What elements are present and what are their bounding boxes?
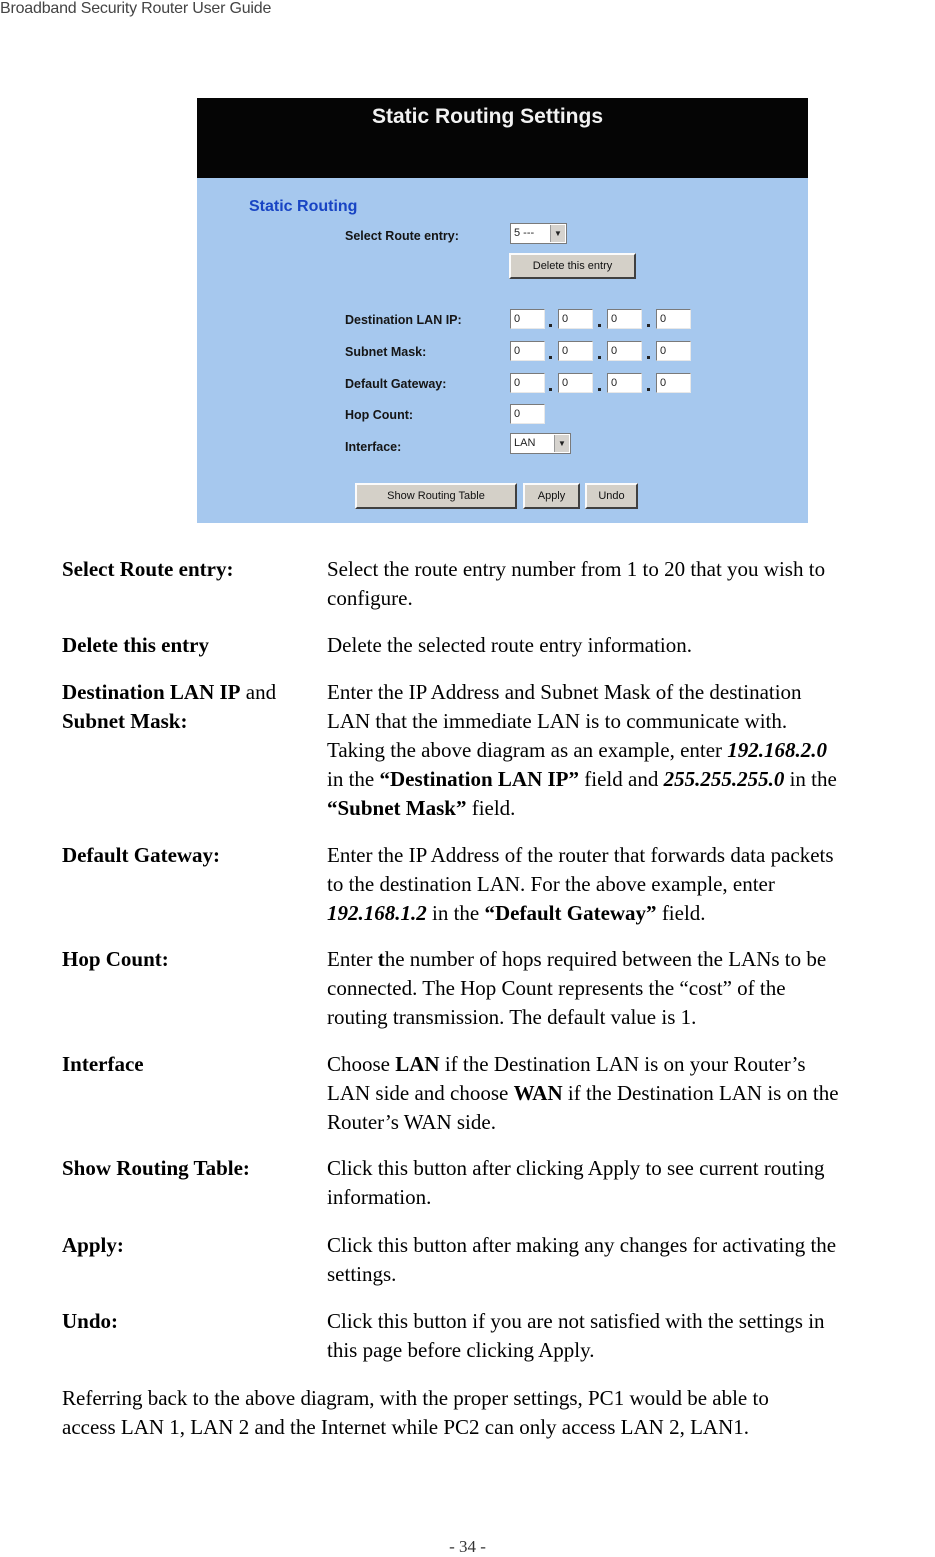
desc-line: information.: [327, 1185, 432, 1209]
paragraph-line: Referring back to the above diagram, with the proper settings, PC1 would be able to: [62, 1386, 769, 1410]
page-title: Static Routing Settings: [372, 105, 603, 128]
octet-separator: [647, 356, 650, 359]
gateway-octet-4[interactable]: 0: [656, 373, 691, 393]
gateway-octet-3[interactable]: 0: [607, 373, 642, 393]
desc-default-gateway: [327, 841, 935, 928]
hop-count-input[interactable]: 0: [510, 404, 545, 424]
desc-line: routing transmission. The default value is 1.: [327, 1005, 697, 1029]
subnet-octet-2[interactable]: 0: [558, 341, 593, 361]
desc-line: Router’s WAN side.: [327, 1110, 496, 1134]
term-show-routing-table: Show Routing Table:: [62, 1156, 250, 1180]
desc-line: settings.: [327, 1262, 397, 1286]
desc-line: [327, 765, 935, 794]
dest-ip-octet-3[interactable]: 0: [607, 309, 642, 329]
undo-button[interactable]: Undo: [585, 483, 638, 509]
desc-select-route-entry: [327, 555, 935, 613]
example-mask: 255.255.255.0: [663, 767, 785, 791]
term-apply: Apply:: [62, 1233, 124, 1257]
field-name: “Subnet Mask”: [327, 796, 467, 820]
desc-line: Click this button if you are not satisfied with the settings in: [327, 1309, 825, 1333]
desc-text: field.: [656, 901, 706, 925]
desc-line: Delete the selected route entry information.: [327, 633, 693, 657]
term-interface: Interface: [62, 1052, 144, 1076]
desc-text: in the: [327, 767, 380, 791]
term-undo: Undo:: [62, 1309, 119, 1333]
desc-line: [327, 1050, 935, 1079]
desc-line: Enter the IP Address of the router that forwards data packets: [327, 843, 834, 867]
closing-paragraph: [62, 1384, 932, 1442]
desc-text: Taking the above diagram as an example, enter: [327, 738, 728, 762]
desc-line: [327, 736, 935, 765]
dest-ip-octet-4[interactable]: 0: [656, 309, 691, 329]
desc-line: [327, 899, 935, 928]
running-header: Broadband Security Router User Guide: [0, 0, 272, 17]
apply-button[interactable]: Apply: [523, 483, 580, 509]
chevron-down-icon: ▼: [550, 225, 565, 242]
example-ip: 192.168.2.0: [727, 738, 828, 762]
subnet-octet-1[interactable]: 0: [510, 341, 545, 361]
octet-separator: [598, 324, 601, 327]
desc-text: Enter: [327, 947, 378, 971]
desc-text: field.: [466, 796, 516, 820]
gateway-label: Default Gateway:: [345, 377, 447, 391]
field-name: “Destination LAN IP”: [379, 767, 580, 791]
gateway-octet-2[interactable]: 0: [558, 373, 593, 393]
desc-line: Click this button after making any changes for activating the: [327, 1233, 837, 1257]
desc-undo: [327, 1307, 935, 1365]
desc-line: Select the route entry number from 1 to 20 that you wish to: [327, 557, 826, 581]
term-select-route-entry: Select Route entry:: [62, 557, 234, 581]
subnet-mask-label: Subnet Mask:: [345, 345, 427, 359]
term-text: Subnet Mask:: [62, 709, 188, 733]
title-bar: [197, 98, 808, 178]
example-gateway: 192.168.1.2: [327, 901, 427, 925]
desc-text: field and: [579, 767, 664, 791]
page-number: - 34 -: [449, 1537, 486, 1556]
field-name: “Default Gateway”: [484, 901, 657, 925]
hop-count-label: Hop Count:: [345, 408, 414, 422]
octet-separator: [549, 388, 552, 391]
route-entry-label: Select Route entry:: [345, 229, 459, 243]
desc-text: if the Destination LAN is on your Router’s: [439, 1052, 806, 1076]
desc-line: this page before clicking Apply.: [327, 1338, 595, 1362]
delete-entry-button[interactable]: Delete this entry: [509, 253, 636, 279]
term-text: Destination LAN IP: [62, 680, 241, 704]
dest-ip-label: Destination LAN IP:: [345, 313, 462, 327]
term-destination-lan-ip: [62, 678, 276, 736]
show-routing-table-button[interactable]: Show Routing Table: [355, 483, 517, 509]
option-name: WAN: [513, 1081, 563, 1105]
desc-apply: [327, 1231, 935, 1289]
desc-line: [327, 1079, 935, 1108]
octet-separator: [647, 388, 650, 391]
octet-separator: [647, 324, 650, 327]
desc-text: LAN side and choose: [327, 1081, 514, 1105]
desc-line: Click this button after clicking Apply to see current routing: [327, 1156, 825, 1180]
desc-line: configure.: [327, 586, 413, 610]
term-text: and: [240, 680, 277, 704]
interface-label: Interface:: [345, 440, 402, 454]
desc-line: [327, 945, 935, 974]
desc-line: to the destination LAN. For the above example, enter: [327, 872, 775, 896]
desc-text: t: [377, 947, 385, 971]
desc-destination-lan-ip: [327, 678, 935, 823]
gateway-octet-1[interactable]: 0: [510, 373, 545, 393]
static-routing-screenshot: [197, 98, 808, 523]
term-hop-count: Hop Count:: [62, 947, 169, 971]
route-entry-value: 5 ---: [514, 227, 535, 239]
term-delete-entry: Delete this entry: [62, 633, 209, 657]
section-heading: Static Routing: [249, 198, 358, 215]
desc-line: [327, 794, 935, 823]
desc-line: Enter the IP Address and Subnet Mask of the destination: [327, 680, 802, 704]
desc-delete-entry: [327, 631, 935, 660]
option-name: LAN: [395, 1052, 440, 1076]
dest-ip-octet-1[interactable]: 0: [510, 309, 545, 329]
desc-show-routing-table: [327, 1154, 935, 1212]
octet-separator: [598, 388, 601, 391]
desc-text: in the: [426, 901, 485, 925]
interface-select[interactable]: [510, 433, 571, 454]
desc-text: if the Destination LAN is on the: [562, 1081, 839, 1105]
interface-value: LAN: [514, 437, 536, 449]
desc-text: he number of hops required between the LANs to be: [384, 947, 827, 971]
desc-text: Choose: [327, 1052, 396, 1076]
desc-line: LAN that the immediate LAN is to communicate with.: [327, 709, 788, 733]
route-entry-select[interactable]: [510, 223, 567, 244]
dest-ip-octet-2[interactable]: 0: [558, 309, 593, 329]
subnet-octet-4[interactable]: 0: [656, 341, 691, 361]
subnet-octet-3[interactable]: 0: [607, 341, 642, 361]
desc-hop-count: [327, 945, 935, 1032]
desc-text: in the: [784, 767, 837, 791]
term-default-gateway: Default Gateway:: [62, 843, 221, 867]
octet-separator: [549, 356, 552, 359]
desc-interface: [327, 1050, 935, 1137]
chevron-down-icon: ▼: [554, 435, 569, 452]
octet-separator: [598, 356, 601, 359]
desc-line: connected. The Hop Count represents the “cost” of the: [327, 976, 786, 1000]
octet-separator: [549, 324, 552, 327]
paragraph-line: access LAN 1, LAN 2 and the Internet while PC2 can only access LAN 2, LAN1.: [62, 1415, 749, 1439]
